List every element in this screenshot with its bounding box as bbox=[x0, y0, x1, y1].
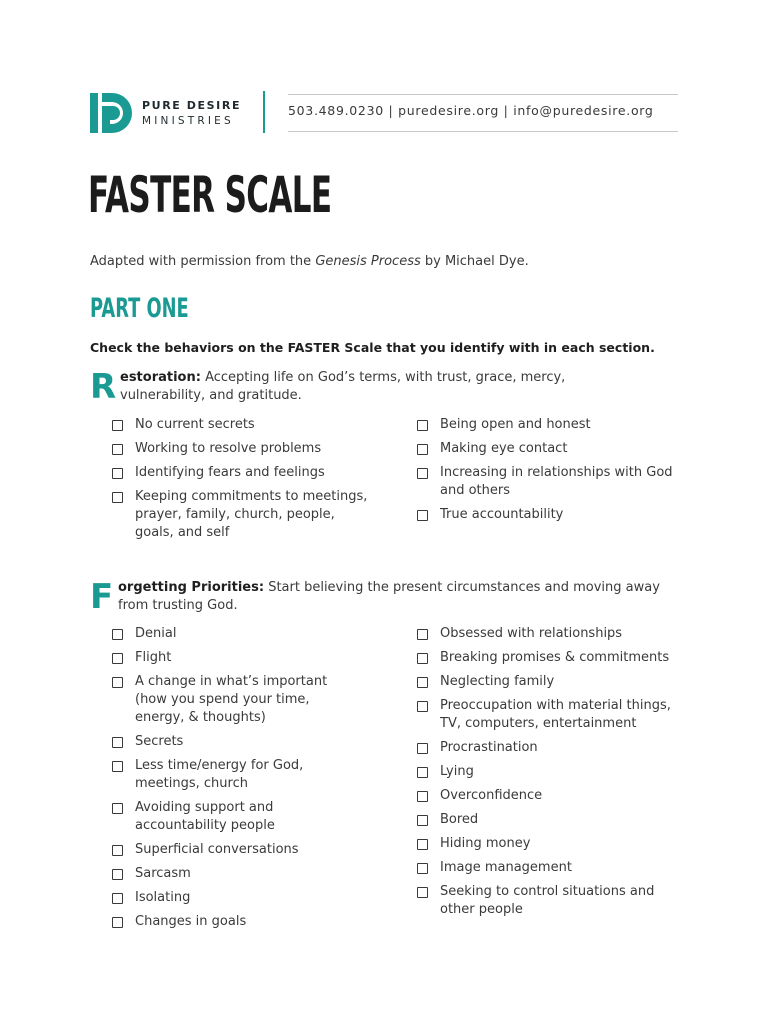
checkbox[interactable] bbox=[112, 803, 123, 814]
checklist-item[interactable] bbox=[112, 913, 362, 931]
checklist-item[interactable] bbox=[112, 733, 362, 751]
checklist-item[interactable] bbox=[417, 739, 687, 757]
section-name: orgetting Priorities: bbox=[118, 580, 265, 595]
checklist-item-label: A change in what’s important (how you spend your time, energy, & thoughts) bbox=[135, 674, 328, 725]
checklist-item-label: Being open and honest bbox=[440, 417, 591, 432]
checkbox[interactable] bbox=[112, 845, 123, 856]
checklist-item[interactable] bbox=[417, 416, 687, 434]
checkbox[interactable] bbox=[417, 743, 428, 754]
checkbox[interactable] bbox=[112, 653, 123, 664]
checklist-item[interactable] bbox=[417, 835, 687, 853]
checklist-item-label: Isolating bbox=[135, 890, 191, 905]
attribution-book-title: Genesis Process bbox=[315, 254, 421, 269]
checklist-item[interactable] bbox=[112, 865, 362, 883]
checkbox[interactable] bbox=[417, 444, 428, 455]
checklist-item[interactable] bbox=[112, 841, 362, 859]
checklist-item[interactable] bbox=[417, 464, 687, 500]
checklist-item-label: Lying bbox=[440, 764, 474, 779]
attribution-author: by Michael Dye. bbox=[420, 254, 529, 269]
checkbox[interactable] bbox=[112, 677, 123, 688]
checklist-item[interactable] bbox=[112, 464, 372, 482]
instruction-text: Check the behaviors on the FASTER Scale that you identify with in each section. bbox=[90, 340, 655, 355]
checklist-item[interactable] bbox=[112, 889, 362, 907]
checklist-item-label: Denial bbox=[135, 626, 177, 641]
checklist-item-label: Preoccupation with material things, TV, computers, entertainment bbox=[440, 698, 671, 731]
checkbox[interactable] bbox=[417, 791, 428, 802]
forgetting-priorities-left-column bbox=[112, 625, 362, 937]
checklist-item[interactable] bbox=[417, 859, 687, 877]
restoration-left-column bbox=[112, 416, 372, 548]
checklist-item[interactable] bbox=[417, 673, 687, 691]
checkbox[interactable] bbox=[417, 863, 428, 874]
part-heading: PART ONE bbox=[90, 293, 189, 324]
pure-desire-logo-icon bbox=[90, 93, 132, 133]
checklist-item[interactable] bbox=[112, 488, 372, 542]
checklist-item-label: No current secrets bbox=[135, 417, 255, 432]
checklist-item-label: Bored bbox=[440, 812, 479, 827]
checkbox[interactable] bbox=[417, 815, 428, 826]
checklist-item-label: Identifying fears and feelings bbox=[135, 465, 325, 480]
checkbox[interactable] bbox=[417, 629, 428, 640]
checklist-item-label: Seeking to control situations and other people bbox=[440, 884, 655, 917]
checkbox[interactable] bbox=[112, 893, 123, 904]
checklist-item-label: Procrastination bbox=[440, 740, 538, 755]
checkbox[interactable] bbox=[417, 653, 428, 664]
section-definition: Start believing the present circumstances and moving away from trusting God. bbox=[118, 580, 660, 613]
header-divider bbox=[263, 91, 265, 133]
checklist-item[interactable] bbox=[112, 440, 372, 458]
checklist-item-label: Image management bbox=[440, 860, 572, 875]
checklist-item[interactable] bbox=[417, 763, 687, 781]
checkbox[interactable] bbox=[417, 677, 428, 688]
checklist-item[interactable] bbox=[112, 673, 362, 727]
checklist-item-label: Breaking promises & commitments bbox=[440, 650, 670, 665]
checkbox[interactable] bbox=[417, 701, 428, 712]
brand-name-line1: PURE DESIRE bbox=[142, 99, 242, 112]
contact-rule-bottom bbox=[288, 131, 678, 132]
checkbox[interactable] bbox=[417, 839, 428, 850]
attribution-text: Adapted with permission from the bbox=[90, 254, 316, 269]
checklist-item-label: Increasing in relationships with God and others bbox=[440, 465, 673, 498]
checkbox[interactable] bbox=[112, 917, 123, 928]
checklist-item-label: Making eye contact bbox=[440, 441, 568, 456]
section-dropcap: F bbox=[90, 577, 114, 617]
checklist-item[interactable] bbox=[112, 416, 372, 434]
contact-info: 503.489.0230 | puredesire.org | info@puredesire.org bbox=[288, 103, 654, 118]
page-title: FASTER SCALE bbox=[88, 166, 332, 224]
checklist-item-label: Avoiding support and accountability people bbox=[135, 800, 275, 833]
brand-name bbox=[142, 99, 241, 127]
checklist-item[interactable] bbox=[417, 883, 687, 919]
checklist-item[interactable] bbox=[112, 649, 362, 667]
checklist-item-label: Working to resolve problems bbox=[135, 441, 322, 456]
checkbox[interactable] bbox=[417, 468, 428, 479]
section-name: estoration: bbox=[120, 370, 201, 385]
contact-rule-top bbox=[288, 94, 678, 95]
checkbox[interactable] bbox=[112, 761, 123, 772]
checkbox[interactable] bbox=[417, 510, 428, 521]
checklist-item-label: True accountability bbox=[440, 507, 564, 522]
checklist-item[interactable] bbox=[417, 440, 687, 458]
attribution bbox=[90, 254, 529, 269]
checklist-item[interactable] bbox=[417, 649, 687, 667]
checkbox[interactable] bbox=[112, 869, 123, 880]
checklist-item-label: Less time/energy for God, meetings, church bbox=[135, 758, 304, 791]
checklist-item-label: Hiding money bbox=[440, 836, 531, 851]
checkbox[interactable] bbox=[112, 444, 123, 455]
checkbox[interactable] bbox=[417, 887, 428, 898]
checklist-item[interactable] bbox=[417, 697, 687, 733]
checkbox[interactable] bbox=[112, 492, 123, 503]
section-dropcap: R bbox=[90, 367, 117, 407]
section-definition: Accepting life on God’s terms, with trust, grace, mercy, vulnerability, and gratitude. bbox=[120, 370, 566, 403]
checklist-item[interactable] bbox=[112, 757, 362, 793]
checklist-item[interactable] bbox=[112, 625, 362, 643]
checklist-item[interactable] bbox=[417, 787, 687, 805]
checklist-item-label: Obsessed with relationships bbox=[440, 626, 623, 641]
section-description bbox=[118, 579, 678, 615]
checkbox[interactable] bbox=[112, 629, 123, 640]
checklist-item[interactable] bbox=[417, 506, 687, 524]
checklist-item-label: Changes in goals bbox=[135, 914, 247, 929]
checkbox[interactable] bbox=[112, 468, 123, 479]
checkbox[interactable] bbox=[417, 767, 428, 778]
checklist-item[interactable] bbox=[112, 799, 362, 835]
checklist-item-label: Neglecting family bbox=[440, 674, 555, 689]
checklist-item-label: Sarcasm bbox=[135, 866, 191, 881]
forgetting-priorities-right-column bbox=[417, 625, 687, 925]
checklist-item[interactable] bbox=[417, 625, 687, 643]
brand-name-line2: MINISTRIES bbox=[142, 115, 234, 127]
checkbox[interactable] bbox=[112, 420, 123, 431]
restoration-right-column bbox=[417, 416, 687, 530]
checklist-item-label: Superficial conversations bbox=[135, 842, 299, 857]
checkbox[interactable] bbox=[417, 420, 428, 431]
checklist-item-label: Overconfidence bbox=[440, 788, 543, 803]
checklist-item-label: Secrets bbox=[135, 734, 184, 749]
checkbox[interactable] bbox=[112, 737, 123, 748]
section-description bbox=[120, 369, 590, 405]
checklist-item-label: Flight bbox=[135, 650, 172, 665]
checklist-item[interactable] bbox=[417, 811, 687, 829]
checklist-item-label: Keeping commitments to meetings, prayer, family, church, people, goals, and self bbox=[135, 489, 368, 540]
